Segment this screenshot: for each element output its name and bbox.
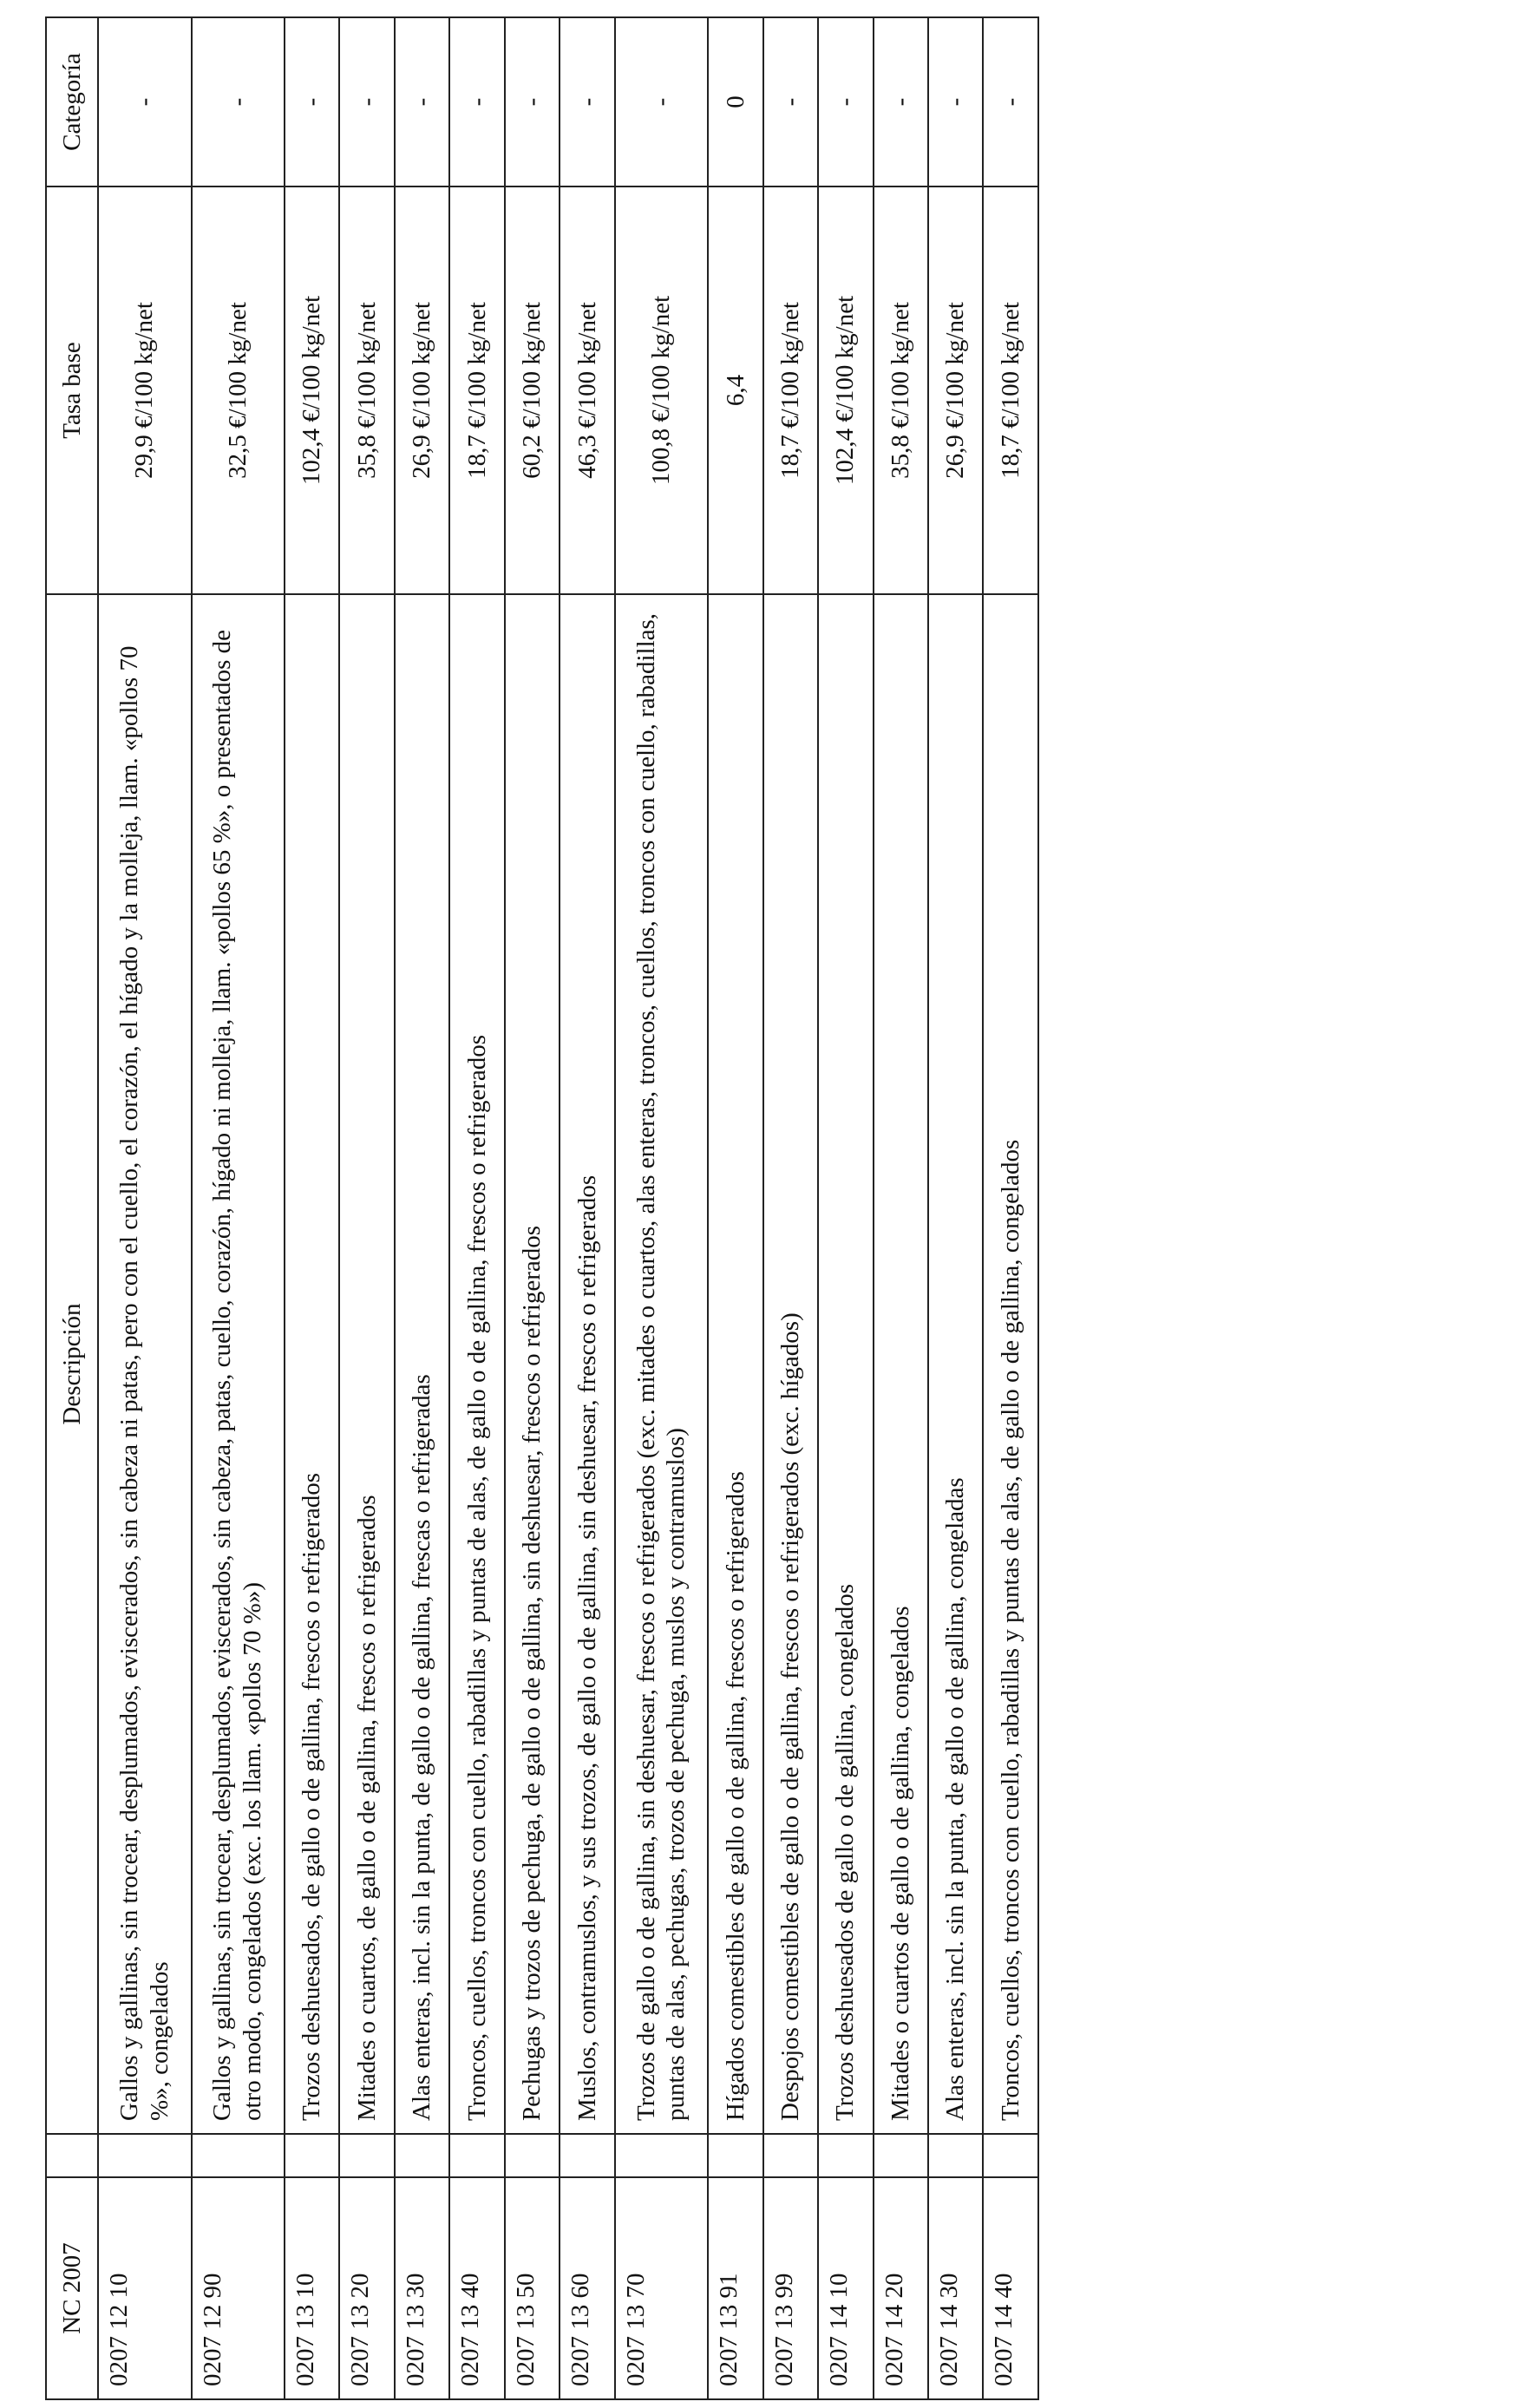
gap-cell [708, 2134, 762, 2177]
rate-cell: 29,9 €/100 kg/net [98, 186, 192, 594]
gap-cell [983, 2134, 1038, 2177]
description-cell: Muslos, contramuslos, y sus trozos, de gallo o de gallina, sin deshuesar, frescos o refrigerados [560, 594, 614, 2134]
code-cell: 0207 14 10 [818, 2177, 873, 2399]
rate-cell: 6,4 [708, 186, 762, 594]
code-cell: 0207 14 20 [874, 2177, 928, 2399]
gap-cell [560, 2134, 614, 2177]
gap-cell [449, 2134, 504, 2177]
code-cell: 0207 13 91 [708, 2177, 762, 2399]
rate-cell: 32,5 €/100 kg/net [192, 186, 285, 594]
rotated-page [45, 18, 1039, 2400]
rate-cell: 35,8 €/100 kg/net [874, 186, 928, 594]
code-cell: 0207 13 99 [763, 2177, 818, 2399]
description-cell: Troncos, cuellos, troncos con cuello, rabadillas y puntas de alas, de gallo o de gallina, congelados [983, 594, 1038, 2134]
description-cell: Gallos y gallinas, sin trocear, desplumados, eviscerados, sin cabeza, patas, cuello, corazón, hígado ni molleja, llam. «pollos 65 %», o presentados de otro modo, congelados (exc. los llam. «pollos 70 %») [192, 594, 285, 2134]
description-cell: Alas enteras, incl. sin la punta, de gallo o de gallina, congeladas [928, 594, 983, 2134]
gap-cell [615, 2134, 709, 2177]
description-cell: Mitades o cuartos, de gallo o de gallina, frescos o refrigerados [339, 594, 394, 2134]
header-rate: Tasa base [46, 186, 98, 594]
code-cell: 0207 13 40 [449, 2177, 504, 2399]
description-cell: Despojos comestibles de gallo o de gallina, frescos o refrigerados (exc. hígados) [763, 594, 818, 2134]
category-cell: - [339, 17, 394, 186]
gap-cell [98, 2134, 192, 2177]
gap-cell [763, 2134, 818, 2177]
description-cell: Hígados comestibles de gallo o de gallina, frescos o refrigerados [708, 594, 762, 2134]
code-cell: 0207 14 40 [983, 2177, 1038, 2399]
category-cell: - [449, 17, 504, 186]
table-row [763, 17, 818, 2399]
gap-cell [395, 2134, 449, 2177]
gap-cell [339, 2134, 394, 2177]
rate-cell: 35,8 €/100 kg/net [339, 186, 394, 594]
header-code: NC 2007 [46, 2177, 98, 2399]
rate-cell: 46,3 €/100 kg/net [560, 186, 614, 594]
header-category: Categoría [46, 17, 98, 186]
gap-cell [874, 2134, 928, 2177]
description-cell: Troncos, cuellos, troncos con cuello, rabadillas y puntas de alas, de gallo o de gallina, frescos o refrigerados [449, 594, 504, 2134]
table-row [395, 17, 449, 2399]
table-row [818, 17, 873, 2399]
code-cell: 0207 13 70 [615, 2177, 709, 2399]
category-cell: - [763, 17, 818, 186]
table-row [560, 17, 614, 2399]
rate-cell: 18,7 €/100 kg/net [449, 186, 504, 594]
category-cell: - [560, 17, 614, 186]
category-cell: - [285, 17, 339, 186]
gap-cell [928, 2134, 983, 2177]
code-cell: 0207 13 20 [339, 2177, 394, 2399]
rate-cell: 26,9 €/100 kg/net [928, 186, 983, 594]
table-row [285, 17, 339, 2399]
description-cell: Gallos y gallinas, sin trocear, desplumados, eviscerados, sin cabeza ni patas, pero con el cuello, el corazón, el hígado y la molleja, llam. «pollos 70 %», congelados [98, 594, 192, 2134]
code-cell: 0207 13 50 [505, 2177, 560, 2399]
category-cell: - [818, 17, 873, 186]
header-description: Descripción [46, 594, 98, 2134]
code-cell: 0207 12 90 [192, 2177, 285, 2399]
rate-cell: 18,7 €/100 kg/net [763, 186, 818, 594]
table-row [505, 17, 560, 2399]
category-cell: 0 [708, 17, 762, 186]
table-row [192, 17, 285, 2399]
table-row [928, 17, 983, 2399]
category-cell: - [615, 17, 709, 186]
code-cell: 0207 13 10 [285, 2177, 339, 2399]
gap-cell [192, 2134, 285, 2177]
description-cell: Alas enteras, incl. sin la punta, de gallo o de gallina, frescas o refrigeradas [395, 594, 449, 2134]
code-cell: 0207 12 10 [98, 2177, 192, 2399]
table-body [98, 17, 1038, 2399]
rate-cell: 18,7 €/100 kg/net [983, 186, 1038, 594]
description-cell: Mitades o cuartos de gallo o de gallina, congelados [874, 594, 928, 2134]
table-row [874, 17, 928, 2399]
category-cell: - [505, 17, 560, 186]
rate-cell: 102,4 €/100 kg/net [818, 186, 873, 594]
category-cell: - [928, 17, 983, 186]
category-cell: - [983, 17, 1038, 186]
table-row [983, 17, 1038, 2399]
code-cell: 0207 13 30 [395, 2177, 449, 2399]
table-row [708, 17, 762, 2399]
header-gap [46, 2134, 98, 2177]
table-row [449, 17, 504, 2399]
code-cell: 0207 13 60 [560, 2177, 614, 2399]
category-cell: - [395, 17, 449, 186]
gap-cell [505, 2134, 560, 2177]
rate-cell: 60,2 €/100 kg/net [505, 186, 560, 594]
rate-cell: 26,9 €/100 kg/net [395, 186, 449, 594]
code-cell: 0207 14 30 [928, 2177, 983, 2399]
description-cell: Trozos de gallo o de gallina, sin deshuesar, frescos o refrigerados (exc. mitades o cuartos, alas enteras, troncos, cuellos, troncos con cuello, rabadillas, puntas de alas, pechugas, trozos de pechuga, muslos y contramuslos) [615, 594, 709, 2134]
tariff-table [45, 16, 1039, 2400]
header-row [46, 17, 98, 2399]
description-cell: Trozos deshuesados de gallo o de gallina, congelados [818, 594, 873, 2134]
category-cell: - [98, 17, 192, 186]
table-row [339, 17, 394, 2399]
description-cell: Pechugas y trozos de pechuga, de gallo o de gallina, sin deshuesar, frescos o refrigerados [505, 594, 560, 2134]
description-cell: Trozos deshuesados, de gallo o de gallina, frescos o refrigerados [285, 594, 339, 2134]
gap-cell [818, 2134, 873, 2177]
category-cell: - [874, 17, 928, 186]
table-row [98, 17, 192, 2399]
rate-cell: 102,4 €/100 kg/net [285, 186, 339, 594]
table-row [615, 17, 709, 2399]
rate-cell: 100,8 €/100 kg/net [615, 186, 709, 594]
gap-cell [285, 2134, 339, 2177]
category-cell: - [192, 17, 285, 186]
